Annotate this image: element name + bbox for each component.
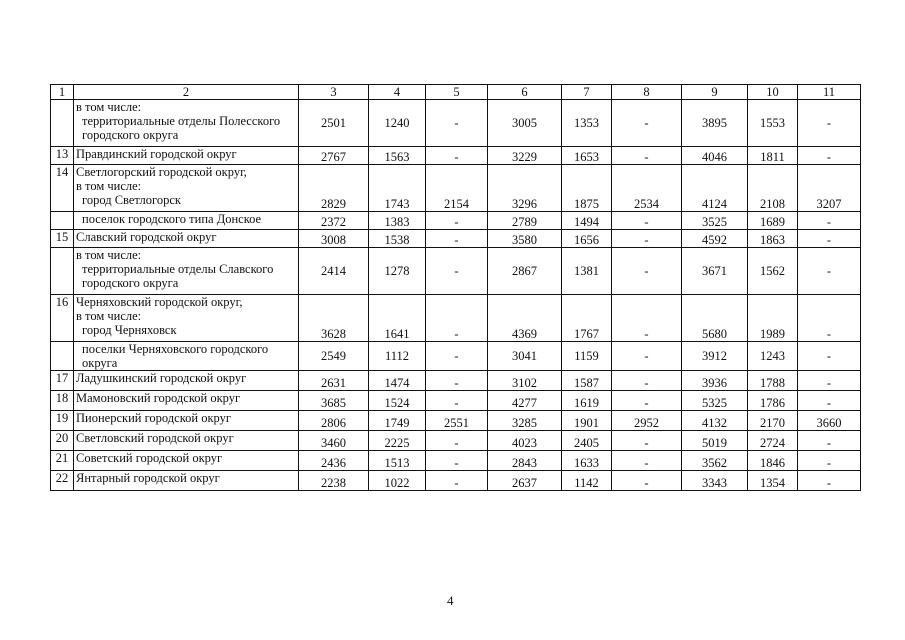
value-cell-col-9: 3671	[682, 248, 748, 295]
row-number	[51, 248, 74, 295]
value-cell-col-4: 2225	[369, 431, 426, 451]
value-cell-col-4: 1749	[369, 411, 426, 431]
table-row	[51, 147, 861, 165]
table-row	[51, 411, 861, 431]
value-cell-col-9: 5325	[682, 391, 748, 411]
column-header-2: 2	[74, 85, 299, 100]
territory-name	[74, 342, 299, 371]
territory-name-line: в том числе:	[76, 309, 142, 323]
territory-name	[74, 100, 299, 147]
territory-name-line: округа	[82, 356, 118, 370]
value-cell-col-11: -	[798, 212, 861, 230]
value-cell-col-3: 2501	[299, 100, 369, 147]
column-header-8: 8	[612, 85, 682, 100]
table-row	[51, 371, 861, 391]
value-cell-col-8: -	[612, 371, 682, 391]
table-row	[51, 295, 861, 342]
value-cell-col-7: 1587	[562, 371, 612, 391]
value-cell-col-10: 1562	[748, 248, 798, 295]
value-cell-col-5: -	[426, 371, 488, 391]
territory-name-line: Светловский городской округ	[76, 431, 234, 445]
column-header-9: 9	[682, 85, 748, 100]
territory-name-line: городского округа	[82, 128, 179, 142]
value-cell-col-5: 2551	[426, 411, 488, 431]
value-cell-col-6: 3229	[488, 147, 562, 165]
value-cell-col-6: 2637	[488, 471, 562, 491]
value-cell-col-5: -	[426, 248, 488, 295]
value-cell-col-10: 1846	[748, 451, 798, 471]
value-cell-col-8: -	[612, 295, 682, 342]
value-cell-col-5: -	[426, 431, 488, 451]
value-cell-col-3: 3460	[299, 431, 369, 451]
value-cell-col-7: 1875	[562, 165, 612, 212]
value-cell-col-7: 1381	[562, 248, 612, 295]
value-cell-col-5: -	[426, 342, 488, 371]
territory-name	[74, 431, 299, 451]
value-cell-col-9: 3525	[682, 212, 748, 230]
table-row	[51, 230, 861, 248]
value-cell-col-3: 2767	[299, 147, 369, 165]
value-cell-col-3: 2631	[299, 371, 369, 391]
value-cell-col-7: 1653	[562, 147, 612, 165]
value-cell-col-9: 4592	[682, 230, 748, 248]
value-cell-col-4: 1112	[369, 342, 426, 371]
territory-name-line: Ладушкинский городской округ	[76, 371, 247, 385]
territory-name-line: Славский городской округ	[76, 230, 217, 244]
value-cell-col-7: 1494	[562, 212, 612, 230]
value-cell-col-11: 3660	[798, 411, 861, 431]
column-header-1: 1	[51, 85, 74, 100]
value-cell-col-8: -	[612, 230, 682, 248]
value-cell-col-7: 1901	[562, 411, 612, 431]
value-cell-col-7: 1353	[562, 100, 612, 147]
value-cell-col-4: 1743	[369, 165, 426, 212]
value-cell-col-5: -	[426, 230, 488, 248]
row-number: 22	[51, 471, 74, 491]
value-cell-col-3: 2436	[299, 451, 369, 471]
territory-name-line: Правдинский городской округ	[76, 147, 237, 161]
value-cell-col-11: -	[798, 100, 861, 147]
territory-name	[74, 165, 299, 212]
row-number: 18	[51, 391, 74, 411]
value-cell-col-9: 4046	[682, 147, 748, 165]
territory-name-line: в том числе:	[76, 100, 142, 114]
value-cell-col-5: -	[426, 295, 488, 342]
row-number: 20	[51, 431, 74, 451]
value-cell-col-10: 1243	[748, 342, 798, 371]
value-cell-col-5: -	[426, 471, 488, 491]
value-cell-col-7: 1142	[562, 471, 612, 491]
territory-name	[74, 212, 299, 230]
territory-name	[74, 295, 299, 342]
value-cell-col-8: -	[612, 391, 682, 411]
value-cell-col-8: -	[612, 471, 682, 491]
territory-name-line: город Светлогорск	[82, 193, 181, 207]
page-number: 4	[447, 593, 454, 608]
value-cell-col-6: 3102	[488, 371, 562, 391]
value-cell-col-5: 2154	[426, 165, 488, 212]
value-cell-col-4: 1240	[369, 100, 426, 147]
value-cell-col-5: -	[426, 212, 488, 230]
value-cell-col-3: 3628	[299, 295, 369, 342]
value-cell-col-6: 3296	[488, 165, 562, 212]
value-cell-col-11: 3207	[798, 165, 861, 212]
value-cell-col-10: 2724	[748, 431, 798, 451]
row-number: 14	[51, 165, 74, 212]
data-table	[50, 84, 861, 491]
value-cell-col-10: 2170	[748, 411, 798, 431]
value-cell-col-7: 1767	[562, 295, 612, 342]
value-cell-col-10: 1786	[748, 391, 798, 411]
territory-name-line: в том числе:	[76, 179, 142, 193]
value-cell-col-7: 1656	[562, 230, 612, 248]
value-cell-col-4: 1538	[369, 230, 426, 248]
value-cell-col-4: 1641	[369, 295, 426, 342]
table-row	[51, 342, 861, 371]
value-cell-col-3: 2549	[299, 342, 369, 371]
row-number: 19	[51, 411, 74, 431]
territory-name-line: Черняховский городской округ,	[76, 295, 243, 309]
territory-name-line: Мамоновский городской округ	[76, 391, 241, 405]
table-row	[51, 451, 861, 471]
territory-name-line: в том числе:	[76, 248, 142, 262]
value-cell-col-6: 2789	[488, 212, 562, 230]
row-number: 15	[51, 230, 74, 248]
value-cell-col-4: 1513	[369, 451, 426, 471]
value-cell-col-8: 2534	[612, 165, 682, 212]
value-cell-col-6: 3041	[488, 342, 562, 371]
table-body	[51, 85, 861, 491]
value-cell-col-5: -	[426, 100, 488, 147]
value-cell-col-8: -	[612, 147, 682, 165]
territory-name	[74, 230, 299, 248]
value-cell-col-4: 1474	[369, 371, 426, 391]
value-cell-col-9: 4124	[682, 165, 748, 212]
column-header-5: 5	[426, 85, 488, 100]
value-cell-col-9: 3895	[682, 100, 748, 147]
value-cell-col-11: -	[798, 147, 861, 165]
value-cell-col-4: 1383	[369, 212, 426, 230]
column-header-4: 4	[369, 85, 426, 100]
value-cell-col-8: -	[612, 451, 682, 471]
column-header-7: 7	[562, 85, 612, 100]
value-cell-col-6: 4023	[488, 431, 562, 451]
value-cell-col-9: 3343	[682, 471, 748, 491]
value-cell-col-4: 1524	[369, 391, 426, 411]
territory-name	[74, 371, 299, 391]
value-cell-col-10: 1553	[748, 100, 798, 147]
value-cell-col-6: 3005	[488, 100, 562, 147]
value-cell-col-11: -	[798, 471, 861, 491]
column-header-6: 6	[488, 85, 562, 100]
value-cell-col-6: 3580	[488, 230, 562, 248]
value-cell-col-8: -	[612, 342, 682, 371]
value-cell-col-11: -	[798, 431, 861, 451]
value-cell-col-3: 2372	[299, 212, 369, 230]
value-cell-col-3: 2806	[299, 411, 369, 431]
value-cell-col-9: 3936	[682, 371, 748, 391]
row-number: 21	[51, 451, 74, 471]
value-cell-col-10: 2108	[748, 165, 798, 212]
value-cell-col-5: -	[426, 451, 488, 471]
territory-name-line: Советский городской округ	[76, 451, 223, 465]
territory-name-line: Янтарный городской округ	[76, 471, 220, 485]
row-number: 13	[51, 147, 74, 165]
row-number: 16	[51, 295, 74, 342]
territory-name-line: территориальные отделы Славского	[82, 262, 274, 276]
value-cell-col-11: -	[798, 342, 861, 371]
value-cell-col-5: -	[426, 147, 488, 165]
table-row	[51, 391, 861, 411]
header-row	[51, 85, 861, 100]
value-cell-col-5: -	[426, 391, 488, 411]
value-cell-col-7: 1633	[562, 451, 612, 471]
value-cell-col-7: 1159	[562, 342, 612, 371]
value-cell-col-10: 1689	[748, 212, 798, 230]
value-cell-col-4: 1278	[369, 248, 426, 295]
territory-name-line: Светлогорский городской округ,	[76, 165, 247, 179]
value-cell-col-3: 2829	[299, 165, 369, 212]
value-cell-col-6: 2843	[488, 451, 562, 471]
table-row	[51, 431, 861, 451]
value-cell-col-10: 1354	[748, 471, 798, 491]
territory-name-line: территориальные отделы Полесского	[82, 114, 281, 128]
territory-name	[74, 451, 299, 471]
value-cell-col-3: 2238	[299, 471, 369, 491]
row-number	[51, 212, 74, 230]
table-row	[51, 212, 861, 230]
value-cell-col-4: 1563	[369, 147, 426, 165]
territory-name-line: Пионерский городской округ	[76, 411, 231, 425]
table-row	[51, 100, 861, 147]
value-cell-col-4: 1022	[369, 471, 426, 491]
value-cell-col-9: 5019	[682, 431, 748, 451]
value-cell-col-3: 2414	[299, 248, 369, 295]
row-number	[51, 100, 74, 147]
territory-name-line: поселки Черняховского городского	[82, 342, 269, 356]
table-row	[51, 248, 861, 295]
table-row	[51, 165, 861, 212]
column-header-10: 10	[748, 85, 798, 100]
column-header-3: 3	[299, 85, 369, 100]
value-cell-col-11: -	[798, 248, 861, 295]
value-cell-col-6: 4277	[488, 391, 562, 411]
value-cell-col-10: 1863	[748, 230, 798, 248]
value-cell-col-10: 1989	[748, 295, 798, 342]
value-cell-col-11: -	[798, 295, 861, 342]
value-cell-col-9: 3912	[682, 342, 748, 371]
value-cell-col-8: 2952	[612, 411, 682, 431]
value-cell-col-10: 1811	[748, 147, 798, 165]
value-cell-col-11: -	[798, 371, 861, 391]
territory-name	[74, 471, 299, 491]
value-cell-col-3: 3008	[299, 230, 369, 248]
table-row	[51, 471, 861, 491]
value-cell-col-6: 4369	[488, 295, 562, 342]
value-cell-col-7: 1619	[562, 391, 612, 411]
value-cell-col-9: 3562	[682, 451, 748, 471]
value-cell-col-3: 3685	[299, 391, 369, 411]
value-cell-col-9: 5680	[682, 295, 748, 342]
value-cell-col-11: -	[798, 451, 861, 471]
value-cell-col-10: 1788	[748, 371, 798, 391]
row-number	[51, 342, 74, 371]
value-cell-col-8: -	[612, 431, 682, 451]
column-header-11: 11	[798, 85, 861, 100]
territory-name	[74, 147, 299, 165]
territory-name-line: городского округа	[82, 276, 179, 290]
value-cell-col-8: -	[612, 212, 682, 230]
value-cell-col-7: 2405	[562, 431, 612, 451]
value-cell-col-11: -	[798, 391, 861, 411]
value-cell-col-11: -	[798, 230, 861, 248]
row-number: 17	[51, 371, 74, 391]
value-cell-col-9: 4132	[682, 411, 748, 431]
value-cell-col-6: 2867	[488, 248, 562, 295]
territory-name	[74, 248, 299, 295]
value-cell-col-8: -	[612, 100, 682, 147]
value-cell-col-6: 3285	[488, 411, 562, 431]
territory-name	[74, 391, 299, 411]
territory-name-line: поселок городского типа Донское	[82, 212, 262, 226]
territory-name	[74, 411, 299, 431]
value-cell-col-8: -	[612, 248, 682, 295]
territory-name-line: город Черняховск	[82, 323, 177, 337]
